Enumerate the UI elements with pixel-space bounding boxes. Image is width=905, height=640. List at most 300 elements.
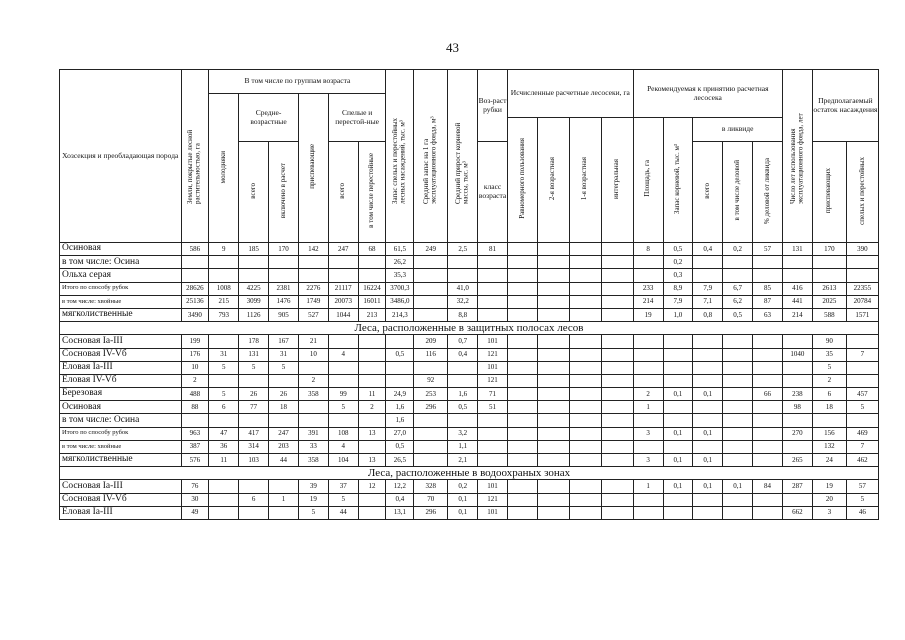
table-cell: 8,8 [448, 308, 478, 321]
table-cell: 51 [478, 401, 508, 414]
table-cell [633, 361, 663, 374]
table-cell [723, 361, 753, 374]
table-cell: 0,1 [663, 427, 693, 440]
table-cell: 265 [782, 454, 812, 467]
table-cell: 22355 [846, 282, 878, 295]
table-cell [753, 440, 783, 453]
table-cell: 0,1 [663, 454, 693, 467]
table-cell [633, 374, 663, 387]
forest-table [59, 69, 879, 520]
table-cell: 99 [328, 388, 358, 401]
table-cell: 469 [846, 427, 878, 440]
table-cell: 32,2 [448, 295, 478, 308]
table-cell [269, 480, 299, 493]
table-cell [753, 506, 783, 519]
table-cell: 26,2 [386, 256, 414, 269]
table-cell [693, 401, 723, 414]
table-cell [537, 506, 569, 519]
table-cell: 0,7 [448, 335, 478, 348]
table-cell: 57 [846, 480, 878, 493]
table-row [60, 427, 879, 440]
table-cell [723, 414, 753, 427]
table-cell: 2 [358, 401, 386, 414]
table-cell [478, 256, 508, 269]
header-remain: Предполагаемый остаток насаждения [812, 70, 878, 142]
table-cell [753, 401, 783, 414]
table-cell: 3700,3 [386, 282, 414, 295]
header-stock: Запас спелых и перестойных лесных насаждений, тыс. м³ [391, 117, 407, 204]
table-cell: 2613 [812, 282, 846, 295]
table-cell: 1 [269, 493, 299, 506]
table-cell [693, 440, 723, 453]
table-cell: 41,0 [448, 282, 478, 295]
table-cell: 33 [298, 440, 328, 453]
table-cell [239, 480, 269, 493]
table-cell [537, 243, 569, 256]
table-cell: 5 [298, 506, 328, 519]
table-cell: 358 [298, 454, 328, 467]
table-cell: 0,1 [723, 480, 753, 493]
table-cell: 1,0 [663, 308, 693, 321]
table-cell: 39 [298, 480, 328, 493]
table-row [60, 493, 879, 506]
row-species-name: в том числе: Осина [60, 414, 182, 427]
table-cell [601, 427, 633, 440]
table-cell: 20073 [328, 295, 358, 308]
header-avg-stock: Средний запас на 1 га эксплуатационного фонда, м³ [422, 116, 438, 204]
table-cell: 1040 [782, 348, 812, 361]
table-cell: 24,9 [386, 388, 414, 401]
table-cell: 90 [812, 335, 846, 348]
table-cell [507, 335, 537, 348]
table-cell [569, 282, 601, 295]
table-cell: 116 [414, 348, 448, 361]
table-cell: 0,1 [663, 388, 693, 401]
table-cell [782, 374, 812, 387]
section-protective: Леса, расположенные в защитных полосах лесов [60, 322, 879, 335]
table-cell [812, 256, 846, 269]
table-cell [478, 308, 508, 321]
table-cell: 2025 [812, 295, 846, 308]
table-cell [507, 506, 537, 519]
table-cell [633, 269, 663, 282]
row-species-name: Сосновая Ia-III [60, 480, 182, 493]
header-avg-growth: Средний прирост корневой массы, тыс. м³ [454, 122, 470, 204]
table-cell: 488 [181, 388, 209, 401]
table-cell: 101 [478, 506, 508, 519]
table-cell: 5 [209, 388, 239, 401]
table-cell [537, 401, 569, 414]
table-cell: 203 [269, 440, 299, 453]
table-cell: 6 [209, 401, 239, 414]
table-cell [507, 308, 537, 321]
table-cell [633, 506, 663, 519]
page-number: 43 [446, 40, 459, 55]
table-cell [782, 269, 812, 282]
table-row [60, 440, 879, 453]
table-row [60, 348, 879, 361]
table-cell: 6 [812, 388, 846, 401]
table-cell: 457 [846, 388, 878, 401]
table-cell [478, 427, 508, 440]
table-cell: 0,5 [386, 440, 414, 453]
table-cell: 576 [181, 454, 209, 467]
table-cell: 6 [239, 493, 269, 506]
table-row [60, 454, 879, 467]
table-cell: 76 [181, 480, 209, 493]
table-cell [693, 506, 723, 519]
table-cell: 7 [846, 440, 878, 453]
table-cell [723, 454, 753, 467]
table-cell [601, 282, 633, 295]
table-cell [601, 374, 633, 387]
table-cell: 5 [269, 361, 299, 374]
table-cell [537, 335, 569, 348]
table-cell [537, 388, 569, 401]
table-cell [601, 361, 633, 374]
table-cell [569, 388, 601, 401]
table-cell [478, 440, 508, 453]
table-cell: 0,5 [723, 308, 753, 321]
table-row [60, 308, 879, 321]
table-cell: 1,6 [448, 388, 478, 401]
table-cell [782, 440, 812, 453]
table-cell: 0,3 [663, 269, 693, 282]
header-middle-total: всего [248, 182, 257, 199]
table-cell: 92 [414, 374, 448, 387]
table-cell [601, 335, 633, 348]
table-cell: 233 [633, 282, 663, 295]
table-cell [633, 256, 663, 269]
table-cell [663, 414, 693, 427]
table-cell: 1749 [298, 295, 328, 308]
table-cell: 213 [358, 308, 386, 321]
table-cell: 21117 [328, 282, 358, 295]
row-species-name: Сосновая IV-Vб [60, 348, 182, 361]
table-cell [723, 493, 753, 506]
table-cell [328, 256, 358, 269]
table-cell [209, 374, 239, 387]
table-cell [537, 414, 569, 427]
table-row [60, 480, 879, 493]
table-cell: 296 [414, 401, 448, 414]
table-cell [846, 256, 878, 269]
table-cell: 0,1 [693, 454, 723, 467]
table-cell [358, 440, 386, 453]
table-cell [209, 480, 239, 493]
table-cell [209, 506, 239, 519]
table-cell: 71 [478, 388, 508, 401]
header-calc-integral: интегральная [612, 158, 621, 199]
table-cell [753, 361, 783, 374]
table-cell [269, 374, 299, 387]
table-cell [328, 269, 358, 282]
table-cell: 2,1 [448, 454, 478, 467]
table-cell: 66 [753, 388, 783, 401]
table-cell: 0,1 [693, 388, 723, 401]
table-cell [569, 414, 601, 427]
header-young: молодняки [218, 150, 227, 183]
table-cell [181, 269, 209, 282]
row-species-name: в том числе: хвойные [60, 440, 182, 453]
table-cell: 98 [782, 401, 812, 414]
table-cell: 391 [298, 427, 328, 440]
table-cell [782, 256, 812, 269]
table-cell [601, 256, 633, 269]
table-cell: 3 [633, 427, 663, 440]
table-cell: 1571 [846, 308, 878, 321]
table-cell: 441 [782, 295, 812, 308]
table-cell [812, 414, 846, 427]
table-cell: 905 [269, 308, 299, 321]
table-cell [569, 348, 601, 361]
table-cell: 2 [298, 374, 328, 387]
table-cell: 7,9 [663, 295, 693, 308]
table-cell: 77 [239, 401, 269, 414]
table-cell: 31 [209, 348, 239, 361]
header-middle-calc: включено в расчет [278, 163, 287, 219]
table-cell: 358 [298, 388, 328, 401]
table-cell: 1008 [209, 282, 239, 295]
table-cell [753, 374, 783, 387]
table-cell [663, 361, 693, 374]
table-cell [358, 335, 386, 348]
table-cell [569, 506, 601, 519]
table-cell: 13 [358, 427, 386, 440]
table-cell [601, 295, 633, 308]
header-rec-cut: Рекомендуемая к принятию расчетная лесосека [633, 70, 782, 118]
table-cell [663, 493, 693, 506]
table-cell [358, 414, 386, 427]
table-cell [507, 427, 537, 440]
table-row [60, 388, 879, 401]
header-remain-mat: приспевающих [824, 168, 833, 214]
table-cell [414, 414, 448, 427]
table-cell [448, 414, 478, 427]
table-cell [569, 335, 601, 348]
table-cell [507, 480, 537, 493]
table-cell: 81 [478, 243, 508, 256]
row-species-name: Ольха серая [60, 269, 182, 282]
table-cell [358, 361, 386, 374]
header-cutting-age: Воз-раст рубки [478, 70, 508, 142]
table-cell: 0,4 [448, 348, 478, 361]
table-cell [507, 401, 537, 414]
table-cell: 209 [414, 335, 448, 348]
table-cell [209, 335, 239, 348]
table-cell [358, 374, 386, 387]
table-cell: 121 [478, 374, 508, 387]
table-cell: 46 [846, 506, 878, 519]
table-row [60, 414, 879, 427]
table-cell: 0,5 [448, 401, 478, 414]
row-species-name: Сосновая Ia-III [60, 335, 182, 348]
table-cell [537, 308, 569, 321]
table-cell: 156 [812, 427, 846, 440]
table-cell: 18 [812, 401, 846, 414]
table-cell [693, 361, 723, 374]
table-cell [569, 427, 601, 440]
table-cell: 63 [753, 308, 783, 321]
table-cell [386, 361, 414, 374]
table-cell [601, 401, 633, 414]
table-cell: 0,1 [448, 506, 478, 519]
table-cell [812, 269, 846, 282]
row-species-name: Итого по способу рубок [60, 427, 182, 440]
table-cell [569, 493, 601, 506]
table-cell [723, 269, 753, 282]
table-cell: 104 [328, 454, 358, 467]
table-cell: 10 [181, 361, 209, 374]
table-cell [601, 454, 633, 467]
table-cell [633, 440, 663, 453]
table-cell: 0,4 [693, 243, 723, 256]
header-liquid: в ликвиде [693, 118, 783, 142]
table-cell: 44 [328, 506, 358, 519]
table-cell [507, 256, 537, 269]
table-cell [693, 414, 723, 427]
table-cell [507, 243, 537, 256]
table-cell: 586 [181, 243, 209, 256]
table-cell [569, 440, 601, 453]
table-cell [723, 256, 753, 269]
table-cell [569, 256, 601, 269]
table-cell: 2,5 [448, 243, 478, 256]
table-cell: 13,1 [386, 506, 414, 519]
table-cell: 4 [328, 348, 358, 361]
table-cell: 2381 [269, 282, 299, 295]
table-cell [478, 269, 508, 282]
header-calc-uniform: Равномерного пользования [517, 138, 526, 220]
table-cell: 30 [181, 493, 209, 506]
table-cell: 19 [633, 308, 663, 321]
table-cell: 7,1 [693, 295, 723, 308]
table-cell [269, 256, 299, 269]
row-species-name: в том числе: Осина [60, 256, 182, 269]
table-cell [753, 454, 783, 467]
table-cell: 390 [846, 243, 878, 256]
table-cell: 24 [812, 454, 846, 467]
table-cell: 1044 [328, 308, 358, 321]
table-cell [507, 493, 537, 506]
table-cell [846, 374, 878, 387]
table-cell [633, 414, 663, 427]
table-cell: 12 [358, 480, 386, 493]
header-liq-business: в том числе деловой [732, 160, 741, 221]
table-cell: 16224 [358, 282, 386, 295]
table-cell [328, 414, 358, 427]
table-cell: 121 [478, 493, 508, 506]
table-cell [693, 335, 723, 348]
table-cell [693, 374, 723, 387]
table-cell [753, 414, 783, 427]
table-cell: 0,2 [448, 480, 478, 493]
table-cell: 26,5 [386, 454, 414, 467]
table-cell: 8 [633, 243, 663, 256]
table-cell: 214,3 [386, 308, 414, 321]
row-species-name: Березовая [60, 388, 182, 401]
table-cell: 328 [414, 480, 448, 493]
table-cell [601, 506, 633, 519]
table-cell [181, 414, 209, 427]
header-calc-age1: 1-я возрастная [580, 157, 589, 201]
table-cell: 26 [239, 388, 269, 401]
table-cell [386, 374, 414, 387]
table-cell: 27,0 [386, 427, 414, 440]
table-row [60, 243, 879, 256]
table-cell [601, 480, 633, 493]
table-cell [414, 361, 448, 374]
table-cell [448, 374, 478, 387]
table-cell: 2 [633, 388, 663, 401]
table-cell: 11 [358, 388, 386, 401]
table-cell [569, 269, 601, 282]
table-cell [782, 361, 812, 374]
header-middle: Средне-возрастные [239, 94, 299, 142]
table-cell [358, 493, 386, 506]
table-cell [209, 256, 239, 269]
table-cell [537, 480, 569, 493]
header-area: Земли, покрытые лесной растительностью, га [186, 129, 202, 204]
table-cell: 6,2 [723, 295, 753, 308]
table-cell: 3,2 [448, 427, 478, 440]
table-cell: 0,2 [663, 256, 693, 269]
table-cell: 87 [753, 295, 783, 308]
table-cell [239, 374, 269, 387]
table-cell: 5 [328, 493, 358, 506]
table-cell: 12,2 [386, 480, 414, 493]
table-cell [633, 493, 663, 506]
table-cell [723, 506, 753, 519]
table-row [60, 361, 879, 374]
table-cell [693, 493, 723, 506]
table-cell: 5 [846, 493, 878, 506]
table-cell: 85 [753, 282, 783, 295]
table-cell: 4 [328, 440, 358, 453]
table-cell [507, 414, 537, 427]
table-cell [209, 269, 239, 282]
header-remain-ripe: спелых и перестойных [857, 156, 866, 225]
table-cell [358, 256, 386, 269]
table-cell [507, 440, 537, 453]
table-cell: 588 [812, 308, 846, 321]
table-cell [569, 480, 601, 493]
table-cell [753, 493, 783, 506]
header-calc-cut: Исчисленные расчетные лесосеки, га [507, 70, 633, 118]
table-cell: 215 [209, 295, 239, 308]
table-cell: 20784 [846, 295, 878, 308]
table-cell: 19 [298, 493, 328, 506]
table-cell [239, 269, 269, 282]
table-row [60, 295, 879, 308]
header-species: Хозсекция и преобладающая порода [60, 70, 182, 243]
table-cell: 3 [812, 506, 846, 519]
table-cell: 121 [478, 348, 508, 361]
table-cell [537, 282, 569, 295]
table-cell [414, 282, 448, 295]
table-cell: 247 [269, 427, 299, 440]
table-cell [601, 308, 633, 321]
table-cell: 142 [298, 243, 328, 256]
table-cell: 47 [209, 427, 239, 440]
table-cell: 20 [812, 493, 846, 506]
table-cell [569, 361, 601, 374]
table-cell [693, 269, 723, 282]
table-cell [693, 348, 723, 361]
table-cell [507, 388, 537, 401]
table-cell [633, 335, 663, 348]
table-cell [478, 414, 508, 427]
